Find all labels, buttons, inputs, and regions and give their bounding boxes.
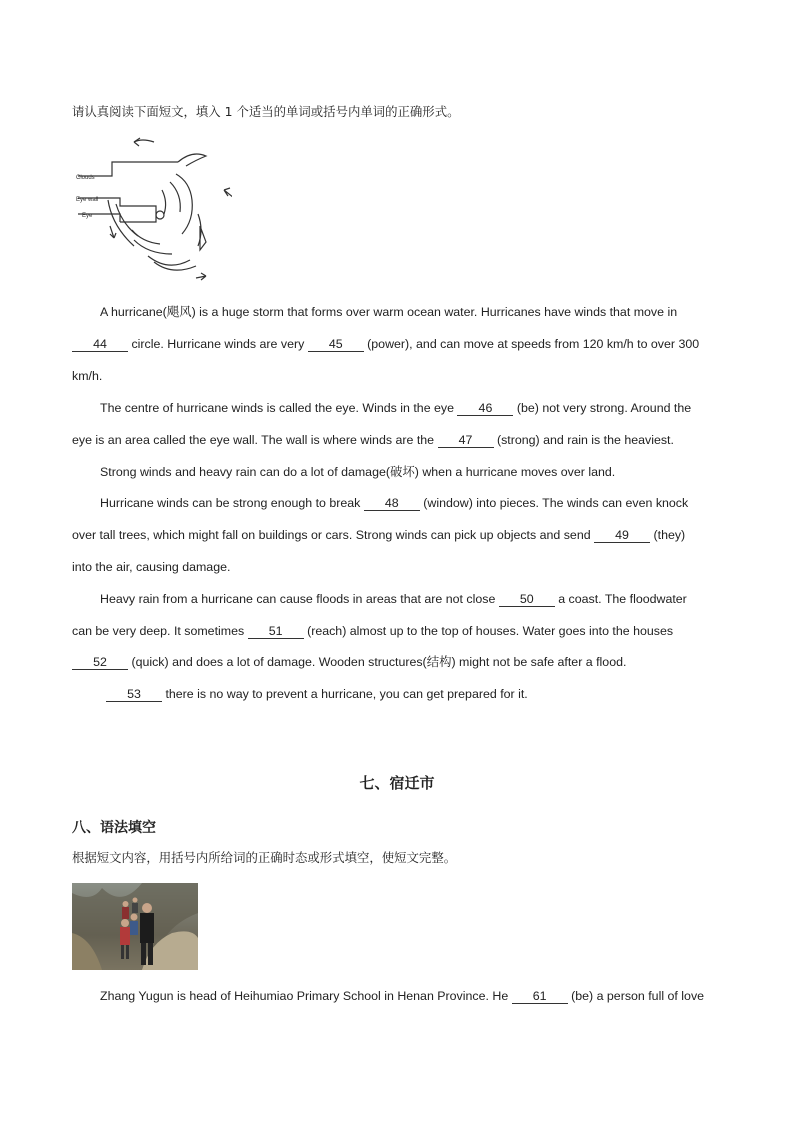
instruction-text: 请认真阅读下面短文，填入 1 个适当的单词或括号内单词的正确形式。 — [72, 104, 460, 119]
passage-line: Strong winds and heavy rain can do a lot of damage(破坏) when a hurricane moves over land. — [100, 464, 616, 479]
section-title: 八、语法填空 — [72, 820, 156, 836]
passage-line: can be very deep. It sometimes 51 (reach) almost up to the top of houses. Water goes into the houses — [72, 624, 674, 638]
hurricane-diagram — [72, 130, 232, 290]
blank-44[interactable]: 44 — [72, 337, 128, 352]
blank-51[interactable]: 51 — [248, 624, 304, 639]
instruction-text: 根据短文内容，用括号内所给词的正确时态或形式填空，使短文完整。 — [72, 850, 457, 865]
passage-line: 44 circle. Hurricane winds are very 45 (power), and can move at speeds from 120 km/h to over 300 — [72, 336, 732, 352]
label-eye: Eye — [82, 213, 93, 219]
children-walking-photo — [72, 883, 198, 970]
passage-line: 53 there is no way to prevent a hurricane, you can get prepared for it. — [106, 686, 766, 702]
passage-line: 52 (quick) and does a lot of damage. Wooden structures(结构) might not be safe after a flood. — [72, 654, 732, 670]
passage-line: km/h. — [72, 369, 103, 383]
blank-50[interactable]: 50 — [499, 592, 555, 607]
passage-line: Hurricane winds can be strong enough to break 48 (window) into pieces. The winds can even knock — [100, 496, 689, 510]
blank-45[interactable]: 45 — [308, 337, 364, 352]
passage-line: eye is an area called the eye wall. The wall is where winds are the 47 (strong) and rain is the heaviest. — [72, 433, 674, 447]
blank-47[interactable]: 47 — [438, 433, 494, 448]
blank-53[interactable]: 53 — [106, 687, 162, 702]
blank-46[interactable]: 46 — [457, 401, 513, 416]
label-eye-wall: Eye wall — [76, 197, 99, 203]
passage-line: Heavy rain from a hurricane can cause floods in areas that are not close 50 a coast. The floodwater — [100, 592, 687, 606]
passage-line: into the air, causing damage. — [72, 560, 231, 574]
passage-line: over tall trees, which might fall on buildings or cars. Strong winds can pick up objects and send 49 (they) — [72, 528, 686, 542]
city-title: 七、宿迁市 — [359, 774, 435, 792]
blank-49[interactable]: 49 — [594, 528, 650, 543]
blank-61[interactable]: 61 — [512, 989, 568, 1004]
passage-line: The centre of hurricane winds is called the eye. Winds in the eye 46 (be) not very strong. Around the — [100, 401, 692, 415]
label-clouds: Clouds — [76, 175, 95, 181]
blank-48[interactable]: 48 — [364, 496, 420, 511]
passage-line: A hurricane(飓风) is a huge storm that forms over warm ocean water. Hurricanes have winds that move in — [100, 304, 678, 319]
passage-line: Zhang Yugun is head of Heihumiao Primary School in Henan Province. He 61 (be) a person full of love — [100, 989, 705, 1003]
blank-52[interactable]: 52 — [72, 655, 128, 670]
